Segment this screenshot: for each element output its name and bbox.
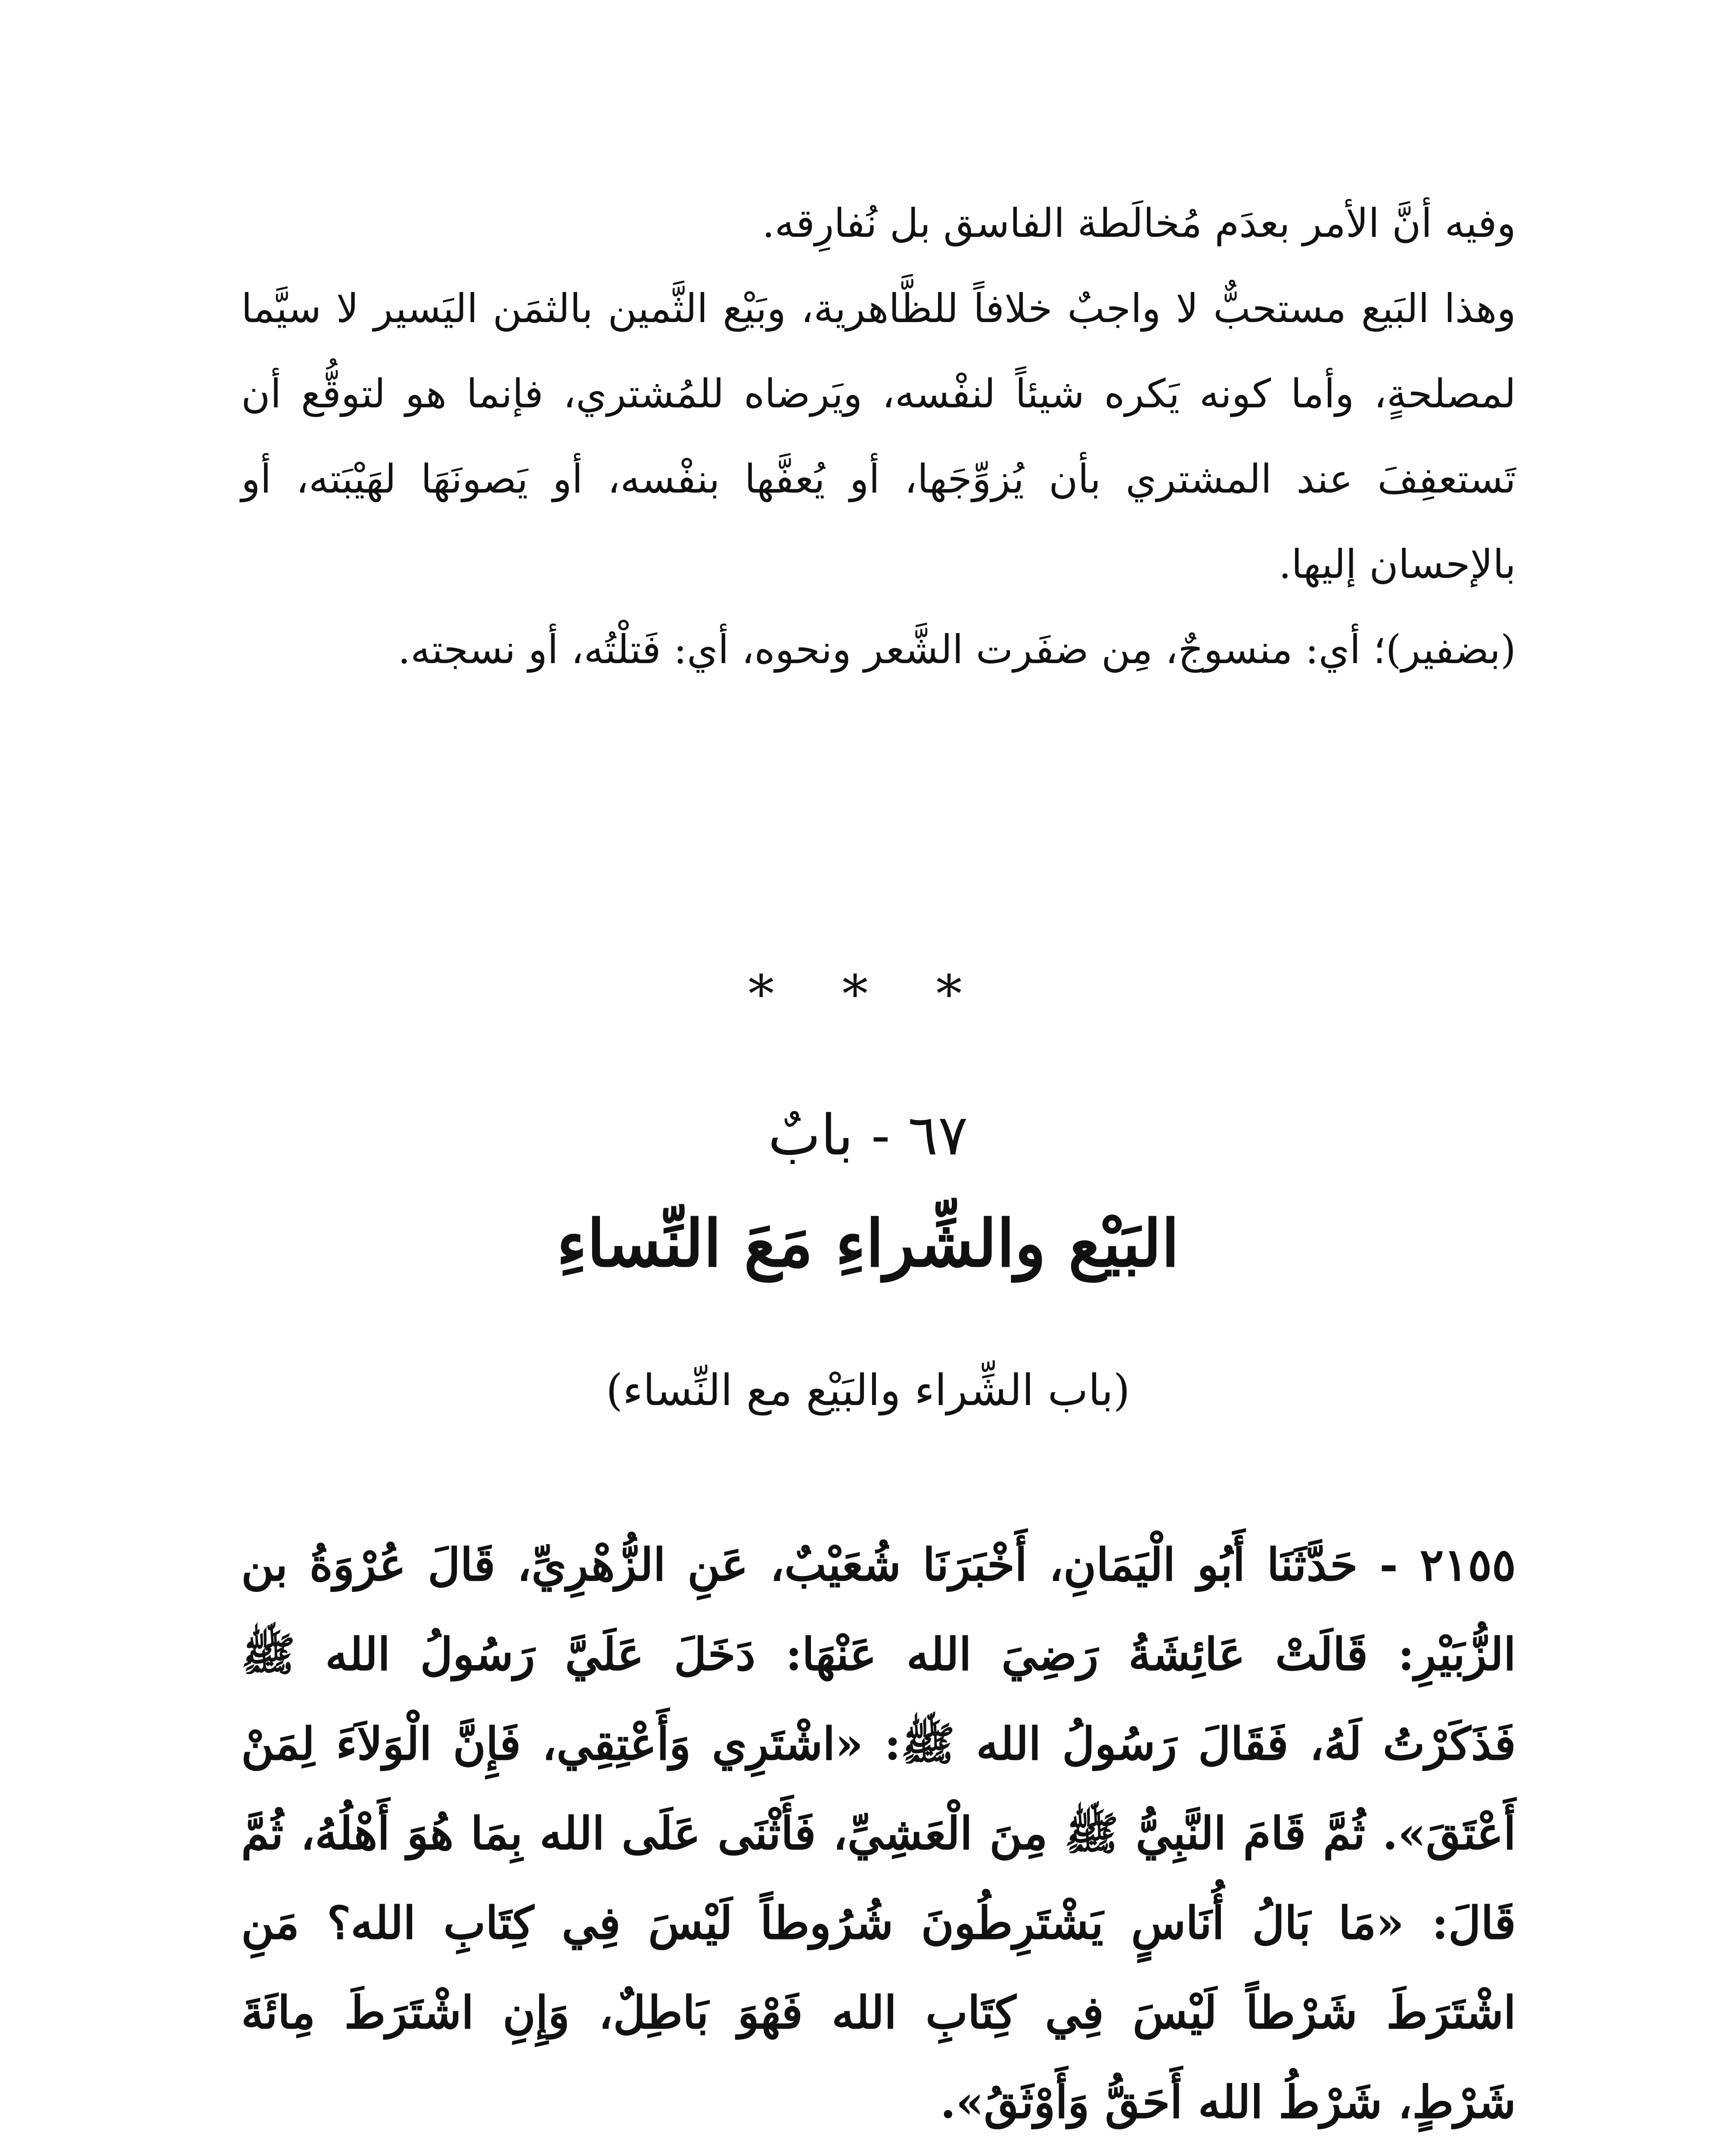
chapter-title: البَيْع والشِّراءِ مَعَ النِّساءِ: [556, 1206, 1180, 1281]
section-separator: * * *: [748, 965, 988, 1024]
chapter-number: ٦٧ - بابٌ: [768, 1102, 968, 1168]
commentary-section: [241, 181, 1516, 692]
chapter-subtitle: (باب الشِّراء والبَيْع مع النِّساء): [606, 1365, 1130, 1415]
commentary-paragraph-2: وهذا البَيع مستحبٌّ لا واجبٌ خلافاً للظَّاهرية، وبَيْع الثَّمين بالثمَن اليَسير لا سيَّما لمصلحةٍ، وأما كونه يَكره شيئاً لنفْسه، ويَرضاه للمُشتري، فإنما هو لتوقُّع أن تَستعفِفَ عند المشتري بأن يُزوِّجَها، أو يُعفَّها بنفْسه، أو يَصونَهَا لهَيْبَته، أو بالإحسان إليها.: [241, 285, 1516, 587]
hadith-section: [241, 1520, 1516, 2147]
commentary-paragraph-3: (بضفير)؛ أي: منسوجٌ، مِن ضفَرت الشَّعر ونحوه، أي: فَتلْتُه، أو نسجته.: [398, 627, 1516, 673]
hadith-text: ٢١٥٥ - حَدَّثَنَا أَبُو الْيَمَانِ، أَخْبَرَنَا شُعَيْبٌ، عَنِ الزُّهْرِيِّ، قَالَ عُرْوَةُ بن الزُّبَيْرِ: قَالَتْ عَائِشَةُ رَضِيَ الله عَنْهَا: دَخَلَ عَلَيَّ رَسُولُ الله ﷺ فَذَكَرْتُ لَهُ، فَقَالَ رَسُولُ الله ﷺ: «اشْتَرِي وَأَعْتِقِي، فَإِنَّ الْوَلاَءَ لِمَنْ أَعْتَقَ». ثُمَّ قَامَ النَّبِيُّ ﷺ مِنَ الْعَشِيِّ، فَأَثْنَى عَلَى الله بِمَا هُوَ أَهْلُهُ، ثُمَّ قَالَ: «مَا بَالُ أُنَاسٍ يَشْتَرِطُونَ شُرُوطاً لَيْسَ فِي كِتَابِ الله؟ مَنِ اشْتَرَطَ شَرْطاً لَيْسَ فِي كِتَابِ الله فَهْوَ بَاطِلٌ، وَإِنِ اشْتَرَطَ مِائَةَ شَرْطٍ، شَرْطُ الله أَحَقُّ وَأَوْثَقُ».: [241, 1538, 1516, 2128]
commentary-paragraph-1: وفيه أنَّ الأمر بعدَم مُخالَطة الفاسق بل نُفارِقه.: [762, 200, 1516, 246]
